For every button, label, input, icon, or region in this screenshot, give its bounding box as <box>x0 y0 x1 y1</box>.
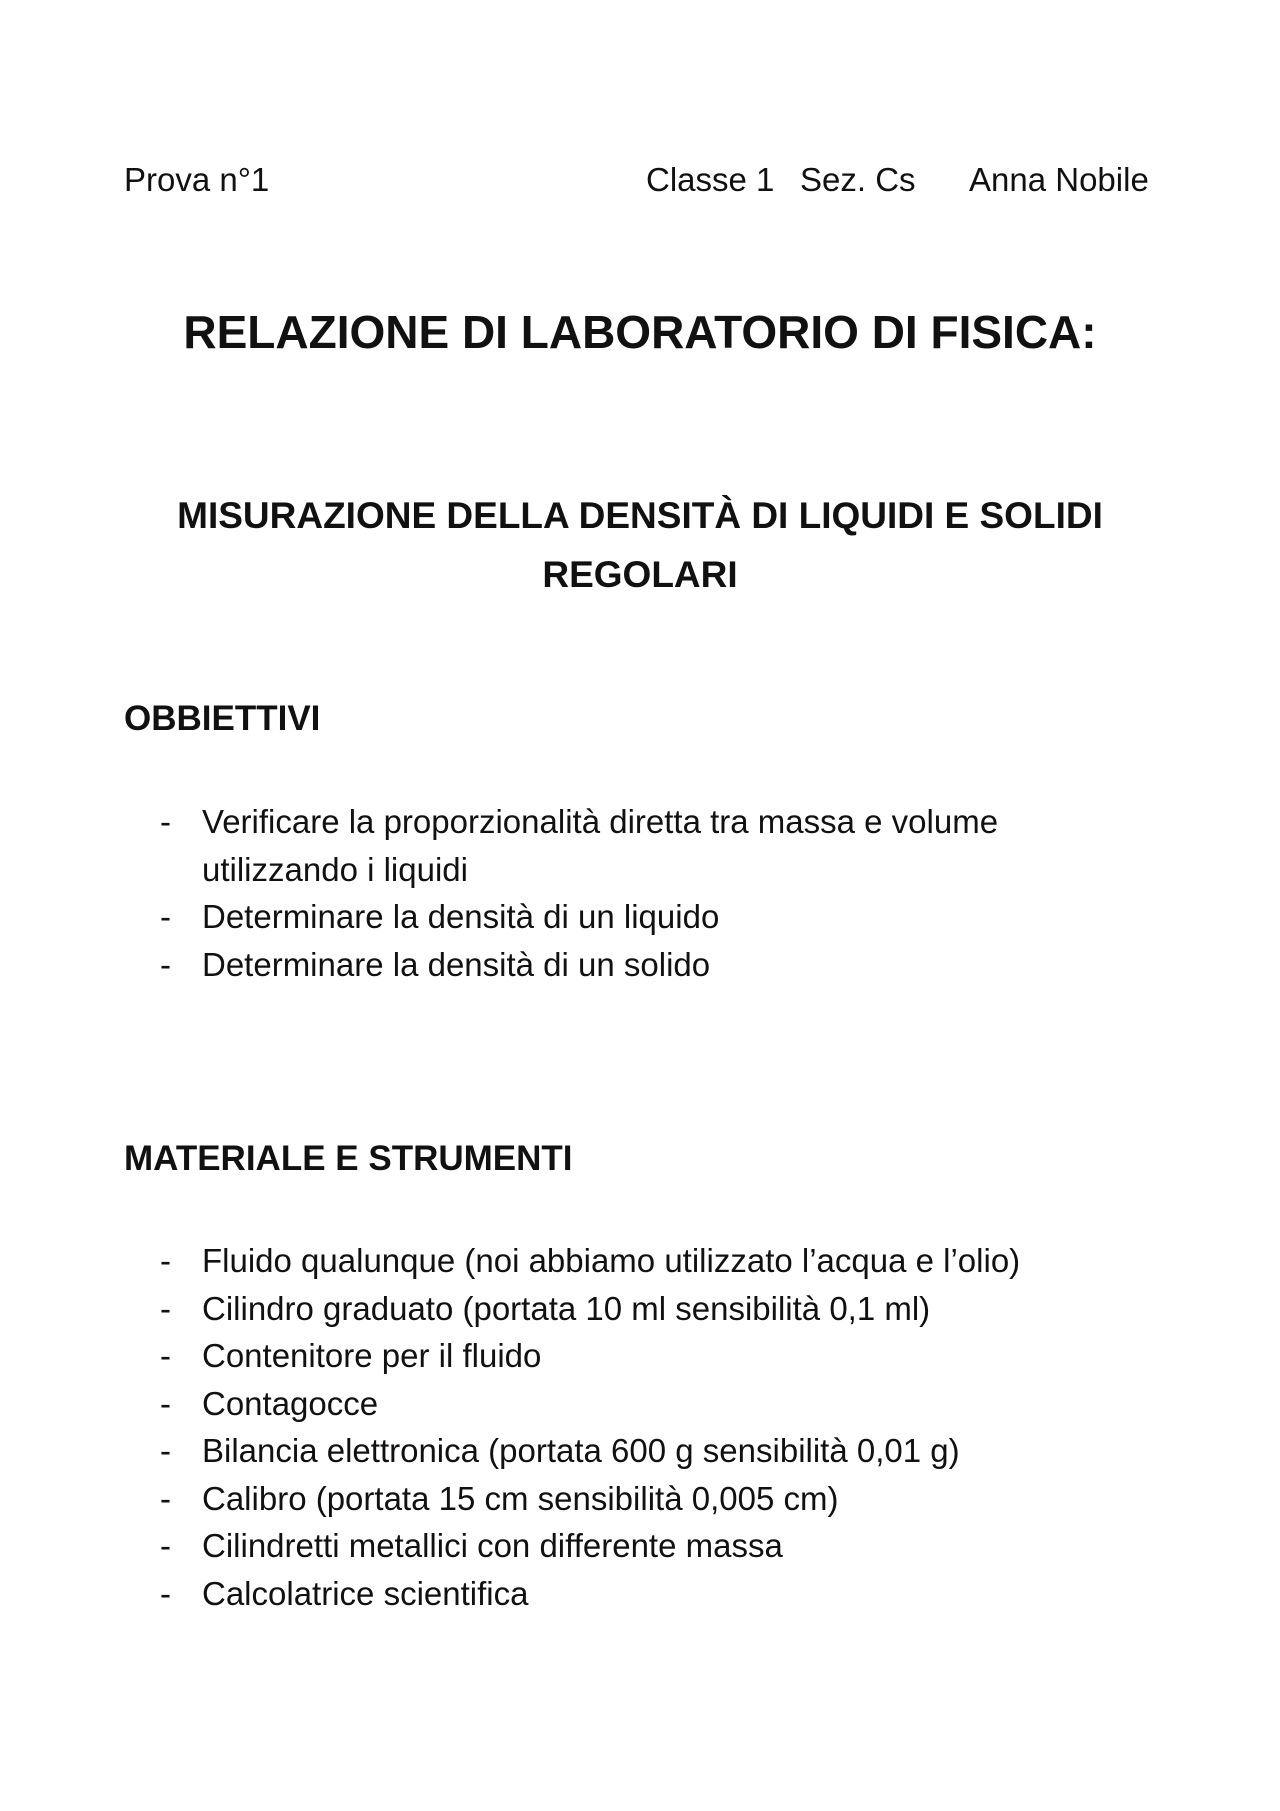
list-marker: - <box>160 1384 171 1422</box>
list-item-text: Verificare la proporzionalità diretta tra massa e volume utilizzando i liquidi <box>202 803 999 888</box>
list-item <box>160 893 1120 941</box>
list-item-text: Calcolatrice scientifica <box>202 1574 529 1612</box>
list-marker: - <box>160 945 171 983</box>
list-item <box>160 1285 1120 1333</box>
list-item-text: Contagocce <box>202 1384 379 1422</box>
list-item-text: Cilindretti metallici con differente massa <box>202 1527 783 1564</box>
list-item <box>160 798 1120 893</box>
list-marker: - <box>160 1242 171 1279</box>
list-item-text: Calibro (portata 15 cm sensibilità 0,005 cm) <box>202 1479 839 1517</box>
class-label: Classe 1 <box>646 161 775 198</box>
list-item-text: Contenitore per il fluido <box>202 1337 542 1374</box>
list-item-text: Determinare la densità di un solido <box>202 945 711 983</box>
list-item <box>160 1522 1120 1570</box>
page-title: RELAZIONE DI LABORATORIO DI FISICA: <box>183 306 1097 358</box>
objectives-heading: OBBIETTIVI <box>124 699 321 738</box>
list-item <box>160 1427 1120 1475</box>
list-item <box>160 941 1120 989</box>
list-marker: - <box>160 1527 171 1564</box>
list-item <box>160 1475 1120 1523</box>
materials-heading: MATERIALE E STRUMENTI <box>124 1139 573 1178</box>
student-name: Anna Nobile <box>969 161 1149 198</box>
list-marker: - <box>160 1574 171 1612</box>
document-header <box>124 158 1164 202</box>
test-number: Prova n°1 <box>124 161 270 198</box>
list-item <box>160 1570 1120 1618</box>
materials-list <box>160 1237 1120 1617</box>
section-label: Sez. Cs <box>800 161 916 198</box>
list-marker: - <box>160 898 171 935</box>
report-subtitle: MISURAZIONE DELLA DENSITÀ DI LIQUIDI E SOLIDI REGOLARI <box>177 495 1103 595</box>
list-item <box>160 1237 1120 1285</box>
objectives-list <box>160 798 1120 988</box>
list-item-text: Bilancia elettronica (portata 600 g sensibilità 0,01 g) <box>202 1432 960 1469</box>
list-marker: - <box>160 1479 171 1517</box>
list-item-text: Fluido qualunque (noi abbiamo utilizzato l’acqua e l’olio) <box>202 1242 1021 1279</box>
list-item-text: Determinare la densità di un liquido <box>202 898 720 935</box>
list-marker: - <box>160 1289 171 1327</box>
list-marker: - <box>160 803 171 840</box>
list-marker: - <box>160 1337 171 1374</box>
list-item <box>160 1380 1120 1428</box>
list-item <box>160 1332 1120 1380</box>
list-item-text: Cilindro graduato (portata 10 ml sensibilità 0,1 ml) <box>202 1289 931 1327</box>
list-marker: - <box>160 1432 171 1469</box>
